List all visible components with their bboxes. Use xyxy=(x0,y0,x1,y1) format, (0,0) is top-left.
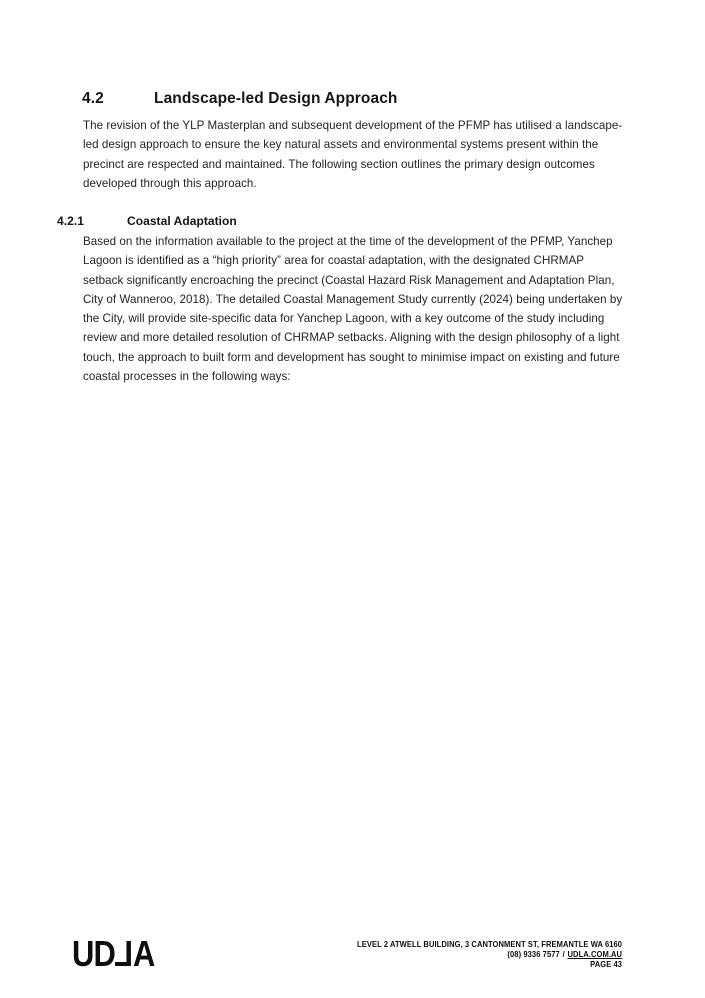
subsection-number: 4.2.1 xyxy=(57,214,84,228)
subsection-title: Coastal Adaptation xyxy=(127,214,237,228)
section-title: Landscape-led Design Approach xyxy=(154,90,398,107)
section-number: 4.2 xyxy=(82,90,104,107)
subsection-heading xyxy=(57,214,237,228)
udla-logo xyxy=(72,933,155,975)
udla-logo-letters-ud: UD xyxy=(72,933,115,974)
footer-page-number: PAGE 43 xyxy=(590,960,622,969)
footer-website-link[interactable]: UDLA.COM.AU xyxy=(567,950,622,959)
footer-address: LEVEL 2 ATWELL BUILDING, 3 CANTONMENT ST, FREMANTLE WA 6160 xyxy=(356,940,622,949)
udla-logo-letter-a: A xyxy=(133,933,155,974)
footer-contact-block xyxy=(357,940,622,970)
udla-logo-letter-l-mirrored: L xyxy=(115,933,134,974)
subsection-paragraph: Based on the information available to the project at the time of the development of the PFMP, Yanchep Lagoon is identified as a “high priority” area for coastal adaptation, with the designated CHRMAP setback significantly encroaching the precinct (Coastal Hazard Risk Management and Adaptation Plan, City of Wanneroo, 2018). The detailed Coastal Management Study currently (2024) being undertaken by the City, will provide site-specific data for Yanchep Lagoon, with a key outcome of the study including review and more detailed resolution of CHRMAP setbacks. Aligning with the design philosophy of a light touch, the approach to built form and development has sought to minimise impact on existing and future coastal processes in the following ways: xyxy=(83,235,623,384)
section-paragraph: The revision of the YLP Masterplan and subsequent development of the PFMP has utilised a landscape-led design approach to ensure the key natural assets and environmental systems present within the precinct are respected and maintained. The following section outlines the primary design outcomes developed through this approach. xyxy=(83,119,623,190)
footer-phone-line xyxy=(357,950,622,960)
footer-phone: (08) 9336 7577 xyxy=(507,950,560,959)
section-heading xyxy=(82,90,397,108)
footer-separator: / xyxy=(562,950,565,959)
